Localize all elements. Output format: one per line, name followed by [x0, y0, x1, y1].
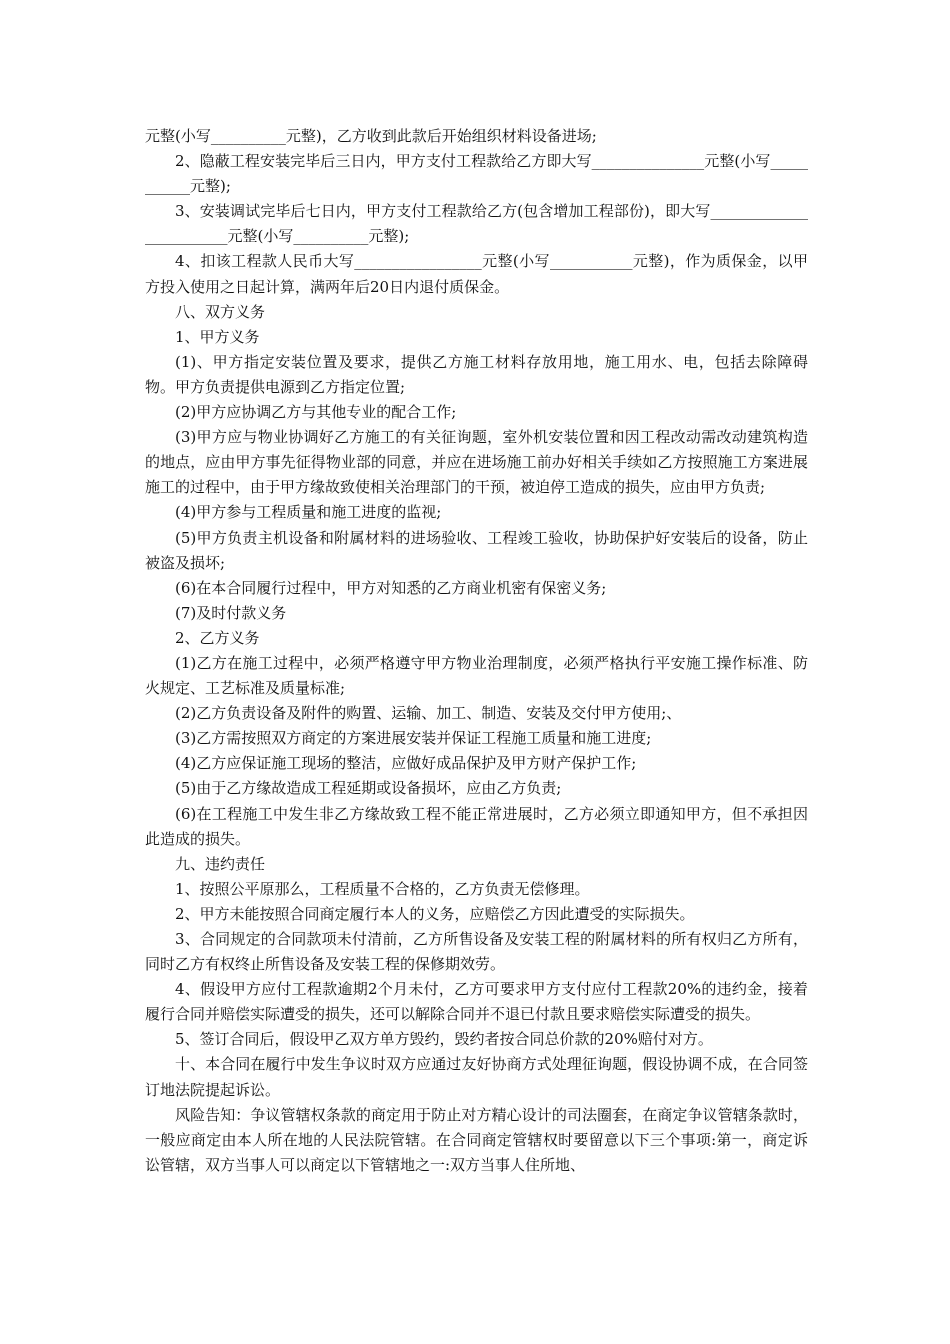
paragraph-payment-3: 3、安装调试完毕后七日内，甲方支付工程款给乙方(包含增加工程部份)，即大写________________________元整(小写__________元整); — [145, 202, 808, 246]
paragraph-party-b-2: (2)乙方负责设备及附件的购置、运输、加工、制造、安装及交付甲方使用;、 — [175, 704, 682, 723]
section-disputes: 十、本合同在履行中发生争议时双方应通过友好协商方式处理征询题，假设协调不成，在合同签订地法院提起诉讼。 — [145, 1055, 808, 1099]
paragraph-party-b-6: (6)在工程施工中发生非乙方缘故致工程不能正常进展时，乙方必须立即通知甲方，但不承担因此造成的损失。 — [145, 804, 808, 848]
paragraph-payment-1-cont: 元整(小写__________元整)，乙方收到此款后开始组织材料设备进场; — [145, 127, 597, 145]
paragraph-party-a-1: (1)、甲方指定安装位置及要求，提供乙方施工材料存放用地，施工用水、电，包括去除障碍物。甲方负责提供电源到乙方指定位置; — [145, 352, 808, 396]
paragraph-party-a-6: (6)在本合同履行过程中，甲方对知悉的乙方商业机密有保密义务; — [175, 578, 607, 597]
paragraph-liability-4: 4、假设甲方应付工程款逾期2个月未付，乙方可要求甲方支付应付工程款20%的违约金，接着履行合同并赔偿实际遭受的损失，还可以解除合同并不退已付款且要求赔偿实际遭受的损失。 — [145, 980, 808, 1024]
paragraph-liability-2: 2、甲方未能按照合同商定履行本人的义务，应赔偿乙方因此遭受的实际损失。 — [175, 904, 695, 923]
paragraph-party-a-5: (5)甲方负责主机设备和附属材料的进场验收、工程竣工验收，协助保护好安装后的设备，防止被盗及损坏; — [145, 528, 808, 572]
paragraph-party-b-3: (3)乙方需按照双方商定的方案进展安装并保证工程施工质量和施工进度; — [175, 729, 652, 748]
document-body — [145, 124, 808, 1178]
paragraph-risk-notice: 风险告知：争议管辖权条款的商定用于防止对方精心设计的司法圈套，在商定争议管辖条款时，一般应商定由本人所在地的人民法院管辖。在合同商定管辖权时要留意以下三个事项:第一，商定诉讼管辖，双方当事人可以商定以下管辖地之一:双方当事人住所地、 — [145, 1105, 808, 1174]
paragraph-party-b-5: (5)由于乙方缘故造成工程延期或设备损坏，应由乙方负责; — [175, 779, 562, 798]
subheading-party-a-obligations: 1、甲方义务 — [175, 327, 260, 346]
paragraph-payment-4: 4、扣该工程款人民币大写_________________元整(小写___________元整)，作为质保金，以甲方投入使用之日起计算，满两年后20日内退付质保金。 — [145, 252, 808, 296]
paragraph-party-b-1: (1)乙方在施工过程中，必须严格遵守甲方物业治理制度，必须严格执行平安施工操作标准、防火规定、工艺标准及质量标准; — [145, 653, 808, 698]
paragraph-payment-2: 2、隐蔽工程安装完毕后三日内，甲方支付工程款给乙方即大写_______________元整(小写___________元整); — [145, 152, 808, 196]
paragraph-party-b-4: (4)乙方应保证施工现场的整洁，应做好成品保护及甲方财产保护工作; — [175, 754, 637, 773]
paragraph-party-a-7: (7)及时付款义务 — [175, 603, 287, 622]
paragraph-liability-5: 5、签订合同后，假设甲乙双方单方毁约，毁约者按合同总价款的20%赔付对方。 — [175, 1030, 713, 1049]
paragraph-liability-1: 1、按照公平原那么，工程质量不合格的，乙方负责无偿修理。 — [175, 879, 590, 898]
section-heading-obligations: 八、双方义务 — [175, 302, 266, 321]
section-heading-liability: 九、违约责任 — [175, 854, 266, 873]
paragraph-party-a-3: (3)甲方应与物业协调好乙方施工的有关征询题，室外机安装位置和因工程改动需改动建筑构造的地点，应由甲方事先征得物业部的同意，并应在进场施工前办好相关手续如乙方按照施工方案进展施工的过程中，由于甲方缘故致使相关治理部门的干预，被迫停工造成的损失，应由甲方负责; — [145, 428, 808, 497]
paragraph-party-a-4: (4)甲方参与工程质量和施工进度的监视; — [175, 503, 442, 522]
paragraph-liability-3: 3、合同规定的合同款项未付清前，乙方所售设备及安装工程的附属材料的所有权归乙方所有，同时乙方有权终止所售设备及安装工程的保修期效劳。 — [145, 930, 808, 974]
subheading-party-b-obligations: 2、乙方义务 — [175, 628, 260, 647]
paragraph-party-a-2: (2)甲方应协调乙方与其他专业的配合工作; — [175, 403, 457, 422]
